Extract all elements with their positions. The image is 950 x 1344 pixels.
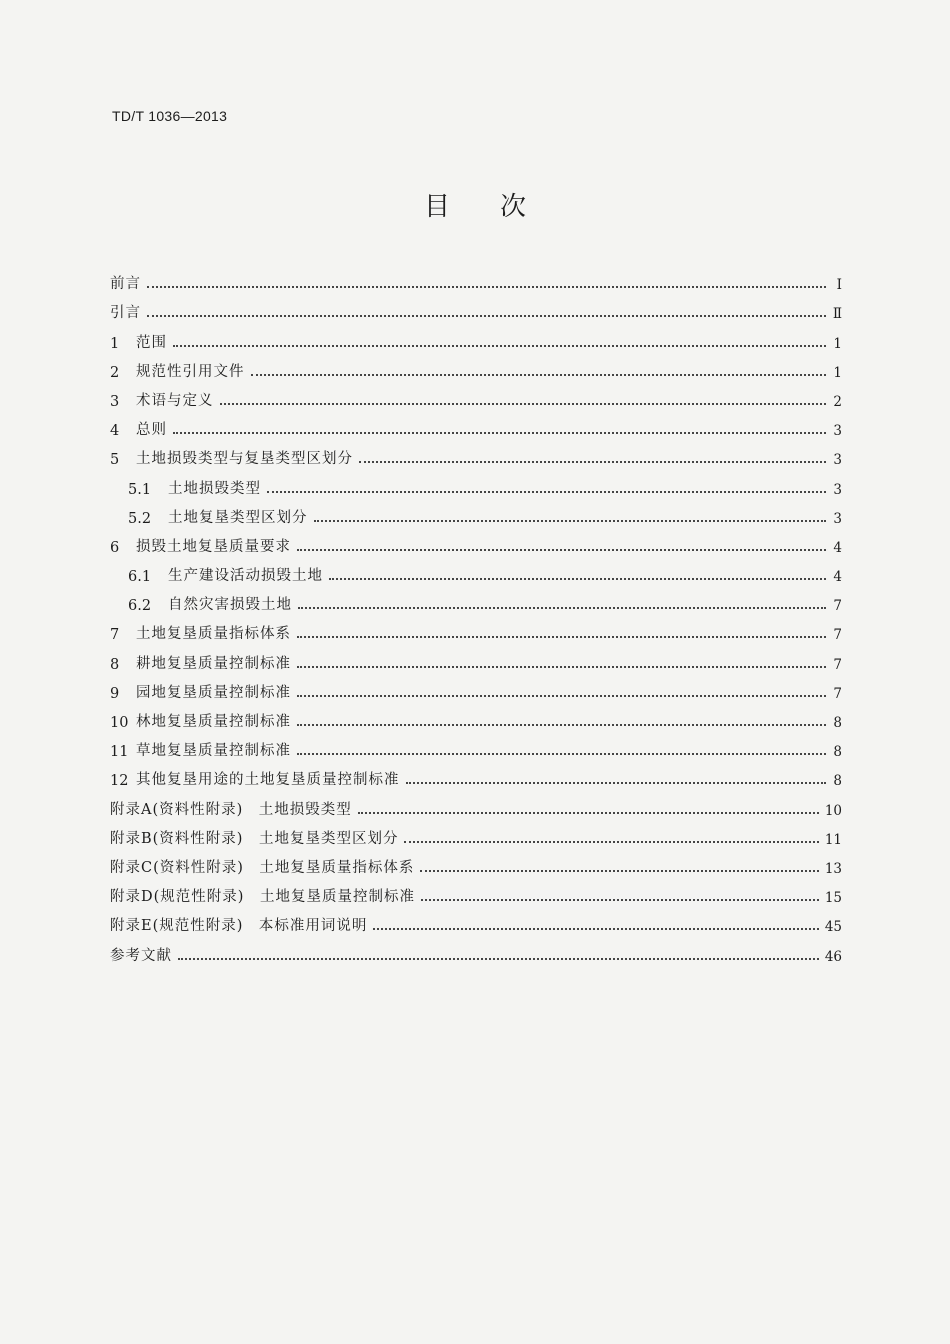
toc-entry-number: 7 xyxy=(110,627,120,644)
toc-dot-leader xyxy=(314,520,827,522)
toc-entry-label: 园地复垦质量控制标准 xyxy=(136,684,291,701)
toc-entry-label: 生产建设活动损毁土地 xyxy=(168,568,323,585)
toc-dot-leader xyxy=(147,286,826,288)
toc-entry-page: 3 xyxy=(833,452,842,469)
toc-entry[interactable] xyxy=(110,614,842,643)
toc-entry-label: 规范性引用文件 xyxy=(136,363,245,380)
toc-entry-number: 5.2 xyxy=(128,510,152,527)
toc-dot-leader xyxy=(147,315,826,317)
toc-entry-label: 术语与定义 xyxy=(136,392,214,409)
toc-entry-page: 8 xyxy=(833,715,842,731)
toc-entry[interactable] xyxy=(110,381,842,410)
toc-dot-leader xyxy=(297,549,826,551)
toc-dot-leader xyxy=(251,374,827,376)
toc-dot-leader xyxy=(220,403,827,405)
toc-entry-number: 2 xyxy=(110,364,120,381)
toc-dot-leader xyxy=(329,578,826,580)
toc-entry[interactable] xyxy=(110,877,842,906)
toc-entry-page: 4 xyxy=(833,539,842,556)
toc-entry[interactable] xyxy=(110,527,842,556)
toc-entry[interactable] xyxy=(110,293,842,322)
toc-entry-page: 1 xyxy=(833,364,842,381)
toc-entry-page: 8 xyxy=(833,744,842,761)
toc-entry-label: 损毁土地复垦质量要求 xyxy=(136,538,291,555)
toc-entry-page: 7 xyxy=(833,656,842,673)
toc-entry-label: 其他复垦用途的土地复垦质量控制标准 xyxy=(136,772,400,789)
toc-dot-leader xyxy=(267,491,826,493)
toc-entry-label: 土地复垦类型区划分 xyxy=(168,509,308,526)
toc-dot-leader xyxy=(406,782,827,784)
toc-entry-label: 附录D(规范性附录) 土地复垦质量控制标准 xyxy=(110,889,415,906)
toc-entry-number: 6.2 xyxy=(128,598,152,615)
toc-dot-leader xyxy=(359,461,826,463)
toc-entry[interactable] xyxy=(110,264,842,293)
toc-entry[interactable] xyxy=(110,819,842,848)
toc-entry-label: 前言 xyxy=(110,276,141,293)
toc-entry-number: 3 xyxy=(110,393,120,410)
toc-dot-leader xyxy=(297,724,826,726)
toc-entry-page: 7 xyxy=(833,627,842,644)
toc-entry[interactable] xyxy=(110,673,842,702)
toc-entry-page: 46 xyxy=(824,948,842,965)
toc-entry-label: 总则 xyxy=(136,422,167,439)
toc-entry-page: 7 xyxy=(833,598,842,615)
toc-entry-page: 4 xyxy=(833,569,842,586)
toc-entry-number: 12 xyxy=(110,773,129,790)
toc-entry-page: 3 xyxy=(833,481,842,498)
toc-entry-number: 10 xyxy=(110,715,129,731)
toc-dot-leader xyxy=(373,928,818,930)
toc-entry-label: 附录B(资料性附录) 土地复垦类型区划分 xyxy=(110,830,399,847)
toc-entry-label: 附录E(规范性附录) 本标准用词说明 xyxy=(110,918,368,935)
toc-entry-page: 3 xyxy=(833,423,842,440)
toc-entry-page: 11 xyxy=(824,831,842,848)
toc-entry-number: 11 xyxy=(110,744,129,761)
toc-entry-number: 5 xyxy=(110,452,120,469)
toc-entry[interactable] xyxy=(110,906,842,935)
toc-dot-leader xyxy=(178,958,819,960)
toc-entry[interactable] xyxy=(110,731,842,760)
toc-entry-label: 附录C(资料性附录) 土地复垦质量指标体系 xyxy=(110,859,415,876)
toc-entry-page: 13 xyxy=(824,860,842,877)
toc-entry-label: 土地损毁类型 xyxy=(168,480,261,497)
toc-entry[interactable] xyxy=(110,498,842,527)
toc-entry-number: 4 xyxy=(110,423,120,440)
toc-entry[interactable] xyxy=(110,556,842,585)
toc-dot-leader xyxy=(297,666,826,668)
toc-entry-page: Ⅱ xyxy=(832,306,842,323)
toc-entry-page: 45 xyxy=(824,919,842,936)
toc-entry-label: 引言 xyxy=(110,305,141,322)
page-title: 目次 xyxy=(423,192,576,222)
toc-entry-label: 草地复垦质量控制标准 xyxy=(136,743,291,760)
toc-entry-page: Ⅰ xyxy=(836,277,842,294)
toc-entry-number: 9 xyxy=(110,685,120,702)
toc-entry-number: 8 xyxy=(110,656,120,673)
toc-entry[interactable] xyxy=(110,702,842,731)
toc-dot-leader xyxy=(297,636,826,638)
toc-dot-leader xyxy=(404,841,818,843)
toc-entry[interactable] xyxy=(110,848,842,877)
toc-entry-label: 参考文献 xyxy=(110,947,172,964)
toc-entry[interactable] xyxy=(110,789,842,818)
toc-entry-label: 土地复垦质量指标体系 xyxy=(136,626,291,643)
toc-entry-label: 自然灾害损毁土地 xyxy=(168,597,292,614)
toc-entry-number: 6 xyxy=(110,539,120,556)
toc-entry[interactable] xyxy=(110,760,842,789)
toc-entry-page: 10 xyxy=(824,802,842,819)
toc-dot-leader xyxy=(297,695,826,697)
toc-dot-leader xyxy=(173,345,826,347)
toc-entry-page: 2 xyxy=(833,393,842,410)
toc-entry[interactable] xyxy=(110,322,842,351)
table-of-contents xyxy=(110,264,842,965)
toc-entry-page: 8 xyxy=(833,773,842,790)
toc-entry-number: 1 xyxy=(110,335,120,352)
toc-entry-label: 耕地复垦质量控制标准 xyxy=(136,655,291,672)
toc-entry-page: 1 xyxy=(833,335,842,352)
toc-entry-label: 土地损毁类型与复垦类型区划分 xyxy=(136,451,353,468)
toc-entry-label: 附录A(资料性附录) 土地损毁类型 xyxy=(110,801,352,818)
toc-entry[interactable] xyxy=(110,585,842,614)
toc-entry[interactable] xyxy=(110,410,842,439)
toc-dot-leader xyxy=(298,607,826,609)
toc-dot-leader xyxy=(420,870,818,872)
toc-entry[interactable] xyxy=(110,352,842,381)
toc-entry-label: 范围 xyxy=(136,334,167,351)
toc-entry[interactable] xyxy=(110,439,842,468)
toc-entry-page: 15 xyxy=(824,890,842,907)
toc-entry[interactable] xyxy=(110,643,842,672)
toc-entry[interactable] xyxy=(110,935,842,964)
toc-dot-leader xyxy=(421,899,819,901)
document-code: TD/T 1036—2013 xyxy=(112,108,228,124)
toc-entry[interactable] xyxy=(110,468,842,497)
toc-dot-leader xyxy=(358,812,819,814)
toc-entry-number: 5.1 xyxy=(128,481,152,498)
toc-entry-number: 6.1 xyxy=(128,569,152,586)
toc-entry-label: 林地复垦质量控制标准 xyxy=(136,714,291,730)
toc-dot-leader xyxy=(173,432,826,434)
toc-entry-page: 3 xyxy=(833,510,842,527)
toc-dot-leader xyxy=(297,753,826,755)
toc-entry-page: 7 xyxy=(833,685,842,702)
